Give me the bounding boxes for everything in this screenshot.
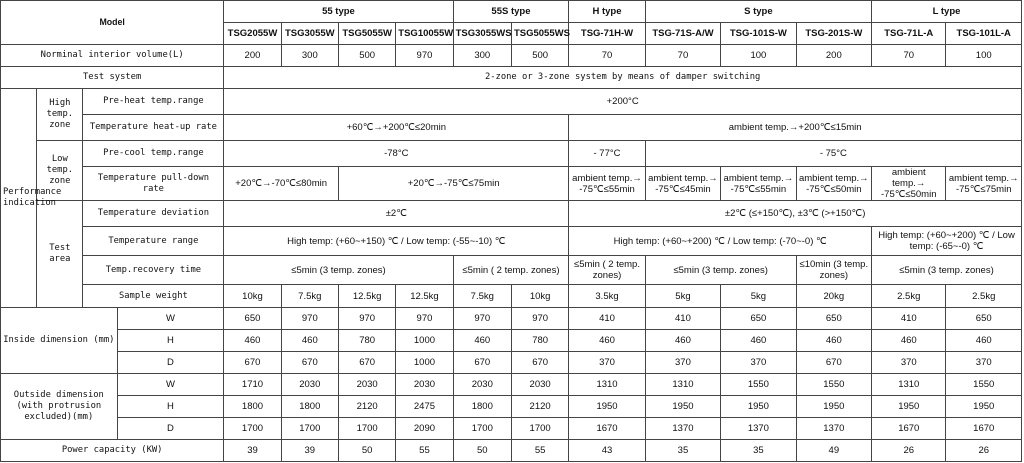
cell: ±2℃ [224, 201, 569, 227]
cell: 5kg [721, 285, 796, 308]
cell: 670 [453, 352, 511, 374]
power-row [1, 440, 1022, 462]
cell: +20℃→-70℃≤80min [224, 167, 339, 201]
cell: 370 [946, 352, 1022, 374]
heatup-row [1, 115, 1022, 141]
cell: 1370 [796, 418, 871, 440]
cell: 1950 [721, 396, 796, 418]
cell: 1950 [946, 396, 1022, 418]
cell: 670 [796, 352, 871, 374]
volume-row [1, 45, 1022, 67]
model-name: TSG10055W [396, 23, 453, 45]
cell: ≤10min (3 temp. zones) [796, 256, 871, 285]
cell: 410 [872, 308, 946, 330]
model-name: TSG3055W [281, 23, 338, 45]
cell: 1310 [872, 374, 946, 396]
dimension-key: W [117, 374, 224, 396]
cell: 1950 [796, 396, 871, 418]
cell: 1950 [872, 396, 946, 418]
cell: 1670 [872, 418, 946, 440]
cell: 370 [569, 352, 645, 374]
cell: 780 [511, 330, 568, 352]
weight-row [1, 285, 1022, 308]
cell: 55 [511, 440, 568, 462]
cell: 49 [796, 440, 871, 462]
cell: 1800 [453, 396, 511, 418]
cell: 500 [338, 45, 395, 67]
cell: ≤5min (3 temp. zones) [645, 256, 796, 285]
cell: 500 [511, 45, 568, 67]
cell: 970 [396, 308, 453, 330]
row-label: Norminal interior volume(L) [1, 45, 224, 67]
cell: 410 [645, 308, 720, 330]
cell: 70 [569, 45, 645, 67]
model-name: TSG5055W [338, 23, 395, 45]
header-group-row [1, 1, 1022, 23]
low-zone-label: Low temp. zone [37, 141, 83, 201]
cell: 2030 [396, 374, 453, 396]
cell: 460 [569, 330, 645, 352]
cell: 2.5kg [872, 285, 946, 308]
cell: 670 [224, 352, 281, 374]
cell: 20kg [796, 285, 871, 308]
deviation-row [1, 201, 1022, 227]
cell: 1370 [721, 418, 796, 440]
cell: 39 [224, 440, 281, 462]
cell: 370 [872, 352, 946, 374]
cell: - 75°C [645, 141, 1021, 167]
cell: 970 [281, 308, 338, 330]
cell: 50 [338, 440, 395, 462]
cell: 2030 [338, 374, 395, 396]
cell: ambient temp.→ -75℃≤50min [796, 167, 871, 201]
row-label: Sample weight [83, 285, 224, 308]
recovery-row [1, 256, 1022, 285]
cell: ambient temp.→ -75℃≤55min [569, 167, 645, 201]
cell: 1550 [946, 374, 1022, 396]
dimension-key: W [117, 308, 224, 330]
cell: 650 [946, 308, 1022, 330]
cell: 12.5kg [338, 285, 395, 308]
cell: 5kg [645, 285, 720, 308]
outside-dimension-label: Outside dimension (with protrusion excluded)(mm) [1, 374, 118, 440]
cell: 2030 [453, 374, 511, 396]
model-name: TSG-71L-A [872, 23, 946, 45]
cell: 70 [645, 45, 720, 67]
model-name: TSG-71H-W [569, 23, 645, 45]
cell: 3.5kg [569, 285, 645, 308]
model-name: TSG-201S-W [796, 23, 871, 45]
cell: 35 [721, 440, 796, 462]
cell: 300 [281, 45, 338, 67]
cell: 970 [338, 308, 395, 330]
cell: 670 [281, 352, 338, 374]
cell: 460 [281, 330, 338, 352]
cell: 2120 [338, 396, 395, 418]
cell: ≤5min ( 2 temp. zones) [453, 256, 569, 285]
row-label: Temperature pull-down rate [83, 167, 224, 201]
cell: High temp: (+60~+200) ℃ / Low temp: (-70~-0) ℃ [569, 227, 872, 256]
cell: 1310 [645, 374, 720, 396]
row-label: Temp.recovery time [83, 256, 224, 285]
cell: 50 [453, 440, 511, 462]
cell: 370 [645, 352, 720, 374]
precool-row [1, 141, 1022, 167]
dimension-key: D [117, 352, 224, 374]
cell: ambient temp.→+200℃≤15min [569, 115, 1022, 141]
row-label: Temperature deviation [83, 201, 224, 227]
cell: 460 [946, 330, 1022, 352]
row-label: Pre-cool temp.range [83, 141, 224, 167]
preheat-row [1, 89, 1022, 115]
inside-dimension-label: Inside dimension (mm) [1, 308, 118, 374]
cell: ≤5min ( 2 temp. zones) [569, 256, 645, 285]
model-name: TSG5055WS [511, 23, 568, 45]
cell: 100 [946, 45, 1022, 67]
cell: 460 [453, 330, 511, 352]
cell: ±2℃ (≤+150℃), ±3℃ (>+150℃) [569, 201, 1022, 227]
cell: 970 [453, 308, 511, 330]
cell: 1700 [224, 418, 281, 440]
test-area-label: Test area [37, 201, 83, 308]
cell: 1370 [645, 418, 720, 440]
inside-w-row [1, 308, 1022, 330]
cell: 650 [796, 308, 871, 330]
cell: 460 [645, 330, 720, 352]
cell: 1550 [721, 374, 796, 396]
cell: 670 [511, 352, 568, 374]
cell: 12.5kg [396, 285, 453, 308]
cell: +20℃→-75℃≤75min [338, 167, 568, 201]
cell: ≤5min (3 temp. zones) [872, 256, 1022, 285]
model-name: TSG-101L-A [946, 23, 1022, 45]
cell: 200 [796, 45, 871, 67]
cell: 460 [721, 330, 796, 352]
cell: ambient temp.→ -75℃≤55min [721, 167, 796, 201]
cell: 650 [721, 308, 796, 330]
cell: ≤5min (3 temp. zones) [224, 256, 453, 285]
range-row [1, 227, 1022, 256]
high-zone-label: High temp. zone [37, 89, 83, 141]
cell: 2120 [511, 396, 568, 418]
cell: 1700 [338, 418, 395, 440]
model-label: Model [1, 1, 224, 45]
cell: 7.5kg [281, 285, 338, 308]
outside-w-row [1, 374, 1022, 396]
test-system-row [1, 67, 1022, 89]
cell: 1670 [569, 418, 645, 440]
cell: 1950 [645, 396, 720, 418]
cell: 1000 [396, 330, 453, 352]
cell: 39 [281, 440, 338, 462]
cell: 370 [721, 352, 796, 374]
outside-d-row [1, 418, 1022, 440]
cell: 460 [224, 330, 281, 352]
cell: ambient temp.→ -75℃≤45min [645, 167, 720, 201]
cell: 650 [224, 308, 281, 330]
group-header: S type [645, 1, 871, 23]
cell: High temp: (+60~+200) ℃ / Low temp: (-65~-0) ℃ [872, 227, 1022, 256]
cell: 970 [511, 308, 568, 330]
pulldown-row [1, 167, 1022, 201]
dimension-key: D [117, 418, 224, 440]
model-name: TSG2055W [224, 23, 281, 45]
cell: 1000 [396, 352, 453, 374]
cell: 35 [645, 440, 720, 462]
row-label: Temperature heat-up rate [83, 115, 224, 141]
cell: 7.5kg [453, 285, 511, 308]
cell: 970 [396, 45, 453, 67]
outside-h-row [1, 396, 1022, 418]
inside-d-row [1, 352, 1022, 374]
dimension-key: H [117, 330, 224, 352]
cell: 460 [872, 330, 946, 352]
cell: 1670 [946, 418, 1022, 440]
group-header: H type [569, 1, 645, 23]
cell: 1800 [281, 396, 338, 418]
cell: 1710 [224, 374, 281, 396]
cell: 10kg [511, 285, 568, 308]
cell: +60℃→+200℃≤20min [224, 115, 569, 141]
cell: 780 [338, 330, 395, 352]
cell: 1800 [224, 396, 281, 418]
model-name: TSG-101S-W [721, 23, 796, 45]
row-label: Power capacity (KW) [1, 440, 224, 462]
cell: 1700 [453, 418, 511, 440]
cell: 410 [569, 308, 645, 330]
cell: 200 [224, 45, 281, 67]
group-header: 55 type [224, 1, 453, 23]
cell: 100 [721, 45, 796, 67]
cell: 1950 [569, 396, 645, 418]
cell: 55 [396, 440, 453, 462]
cell: ambient temp.→ -75℃≤50min [872, 167, 946, 201]
cell: 2030 [281, 374, 338, 396]
cell: 26 [872, 440, 946, 462]
cell: +200°C [224, 89, 1022, 115]
cell: - 77°C [569, 141, 645, 167]
cell: 1700 [511, 418, 568, 440]
cell: 1550 [796, 374, 871, 396]
cell: 70 [872, 45, 946, 67]
row-label: Test system [1, 67, 224, 89]
cell: 26 [946, 440, 1022, 462]
performance-label: Performance indication [1, 89, 37, 308]
cell: 2-zone or 3-zone system by means of damper switching [224, 67, 1022, 89]
model-name: TSG-71S-A/W [645, 23, 720, 45]
cell: 300 [453, 45, 511, 67]
inside-h-row [1, 330, 1022, 352]
dimension-key: H [117, 396, 224, 418]
cell: 1310 [569, 374, 645, 396]
model-name: TSG3055WS [453, 23, 511, 45]
cell: 2030 [511, 374, 568, 396]
cell: 2.5kg [946, 285, 1022, 308]
group-header: 55S type [453, 1, 569, 23]
group-header: L type [872, 1, 1022, 23]
cell: 2090 [396, 418, 453, 440]
cell: High temp: (+60~+150) ℃ / Low temp: (-55~-10) ℃ [224, 227, 569, 256]
cell: 460 [796, 330, 871, 352]
cell: -78°C [224, 141, 569, 167]
row-label: Temperature range [83, 227, 224, 256]
cell: 43 [569, 440, 645, 462]
cell: 2475 [396, 396, 453, 418]
cell: 670 [338, 352, 395, 374]
row-label: Pre-heat temp.range [83, 89, 224, 115]
cell: ambient temp.→ -75℃≤75min [946, 167, 1022, 201]
cell: 10kg [224, 285, 281, 308]
cell: 1700 [281, 418, 338, 440]
